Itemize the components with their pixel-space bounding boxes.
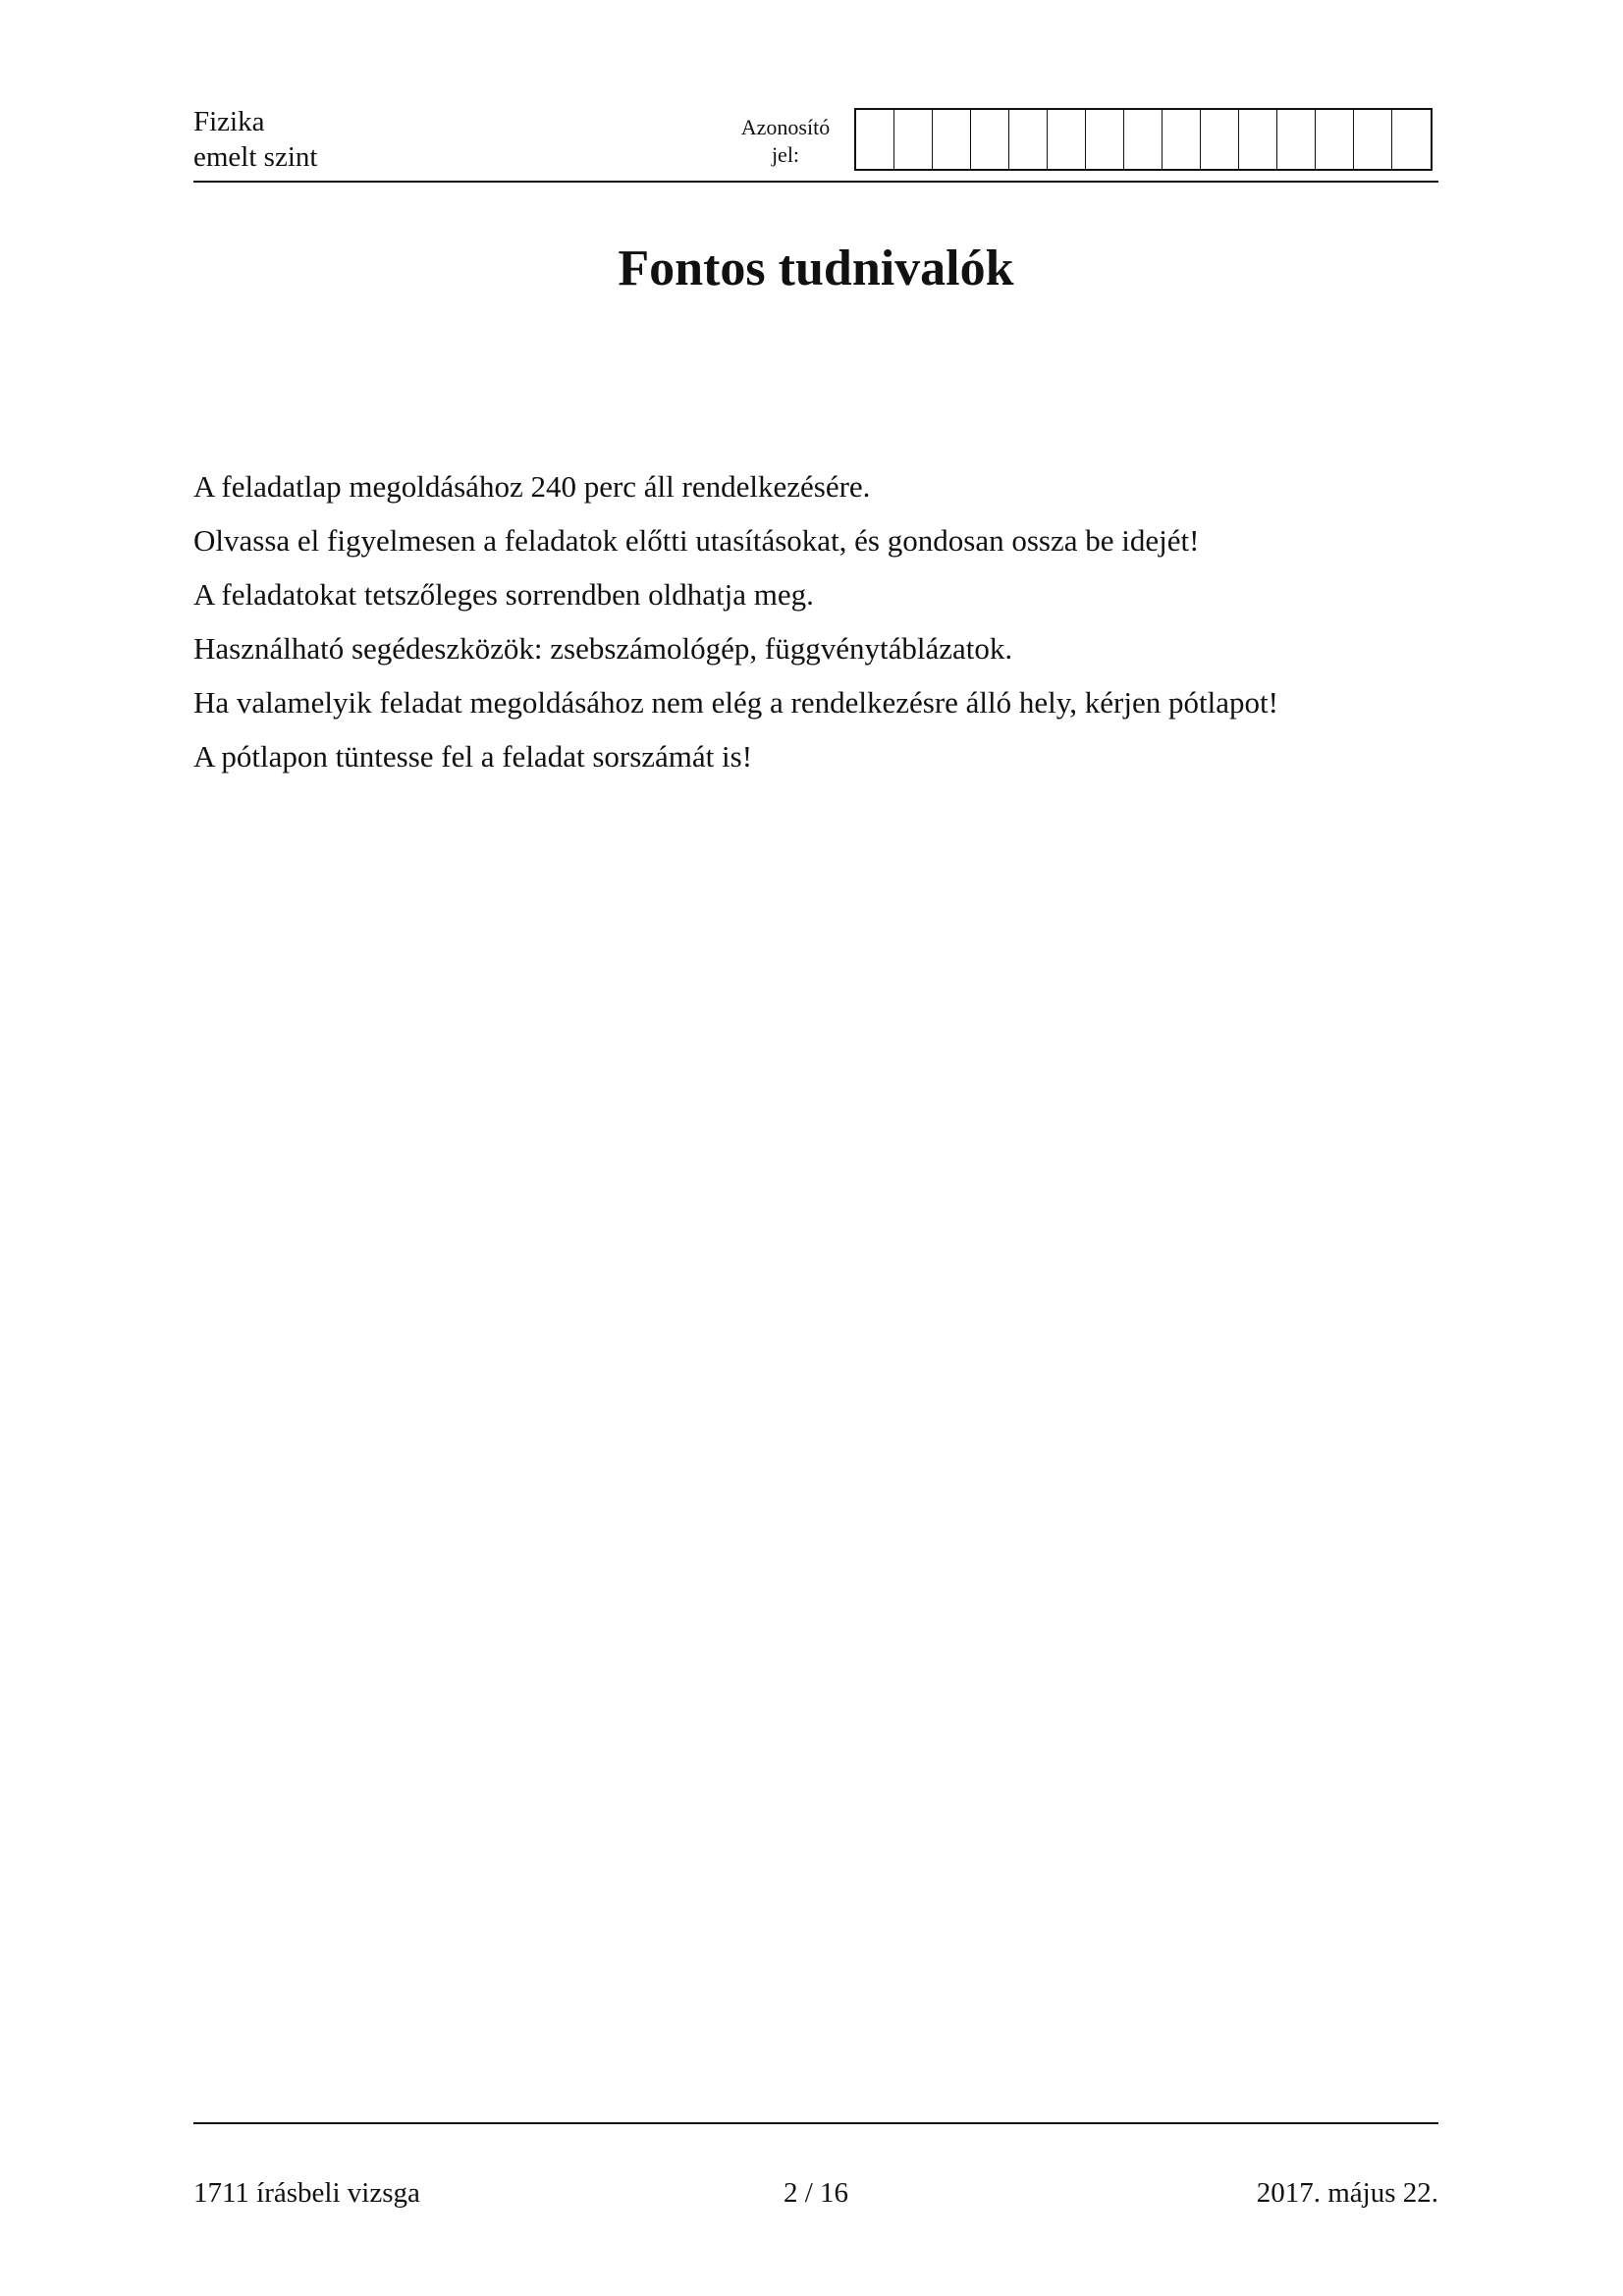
- instruction-item: Használható segédeszközök: zsebszámológép, függvénytáblázatok.: [193, 631, 1013, 666]
- instruction-item: A feladatlap megoldásához 240 perc áll rendelkezésére.: [193, 469, 871, 504]
- id-box: [1277, 110, 1316, 169]
- id-box: [971, 110, 1009, 169]
- id-box: [1009, 110, 1048, 169]
- footer-divider: [193, 2122, 1438, 2124]
- id-box: [1316, 110, 1354, 169]
- instruction-item: A feladatokat tetszőleges sorrendben oldhatja meg.: [193, 577, 814, 612]
- id-box: [1086, 110, 1124, 169]
- id-box: [1239, 110, 1277, 169]
- page-footer: [193, 2175, 1438, 2215]
- exam-code: 1711 írásbeli vizsga: [193, 2177, 420, 2209]
- instruction-item: A pótlapon tüntesse fel a feladat sorszámát is!: [193, 739, 753, 774]
- header-divider: [193, 181, 1438, 183]
- id-box: [1392, 110, 1431, 169]
- subject-block: [193, 104, 317, 175]
- id-box: [1201, 110, 1239, 169]
- subject-name: Fizika: [193, 106, 265, 137]
- exam-date: 2017. május 22.: [1256, 2177, 1438, 2209]
- id-label: [731, 114, 839, 169]
- id-box: [1124, 110, 1163, 169]
- id-label-line1: Azonosító: [740, 115, 831, 139]
- id-box: [933, 110, 971, 169]
- instruction-list: [193, 459, 1438, 783]
- id-box: [856, 110, 894, 169]
- instruction-item: Ha valamelyik feladat megoldásához nem elég a rendelkezésre álló hely, kérjen pótlapot!: [193, 685, 1278, 720]
- page-number: 2 / 16: [783, 2177, 849, 2209]
- id-box: [1048, 110, 1086, 169]
- id-box: [1354, 110, 1392, 169]
- id-label-line2: jel:: [771, 142, 800, 167]
- subject-level: emelt szint: [193, 141, 318, 173]
- id-box: [1163, 110, 1201, 169]
- id-box: [894, 110, 933, 169]
- id-box-grid: [854, 108, 1433, 171]
- page-header: [193, 104, 1438, 183]
- page-title: Fontos tudnivalók: [618, 240, 1014, 296]
- instruction-item: Olvassa el figyelmesen a feladatok előtti utasításokat, és gondosan ossza be idejét!: [193, 523, 1200, 558]
